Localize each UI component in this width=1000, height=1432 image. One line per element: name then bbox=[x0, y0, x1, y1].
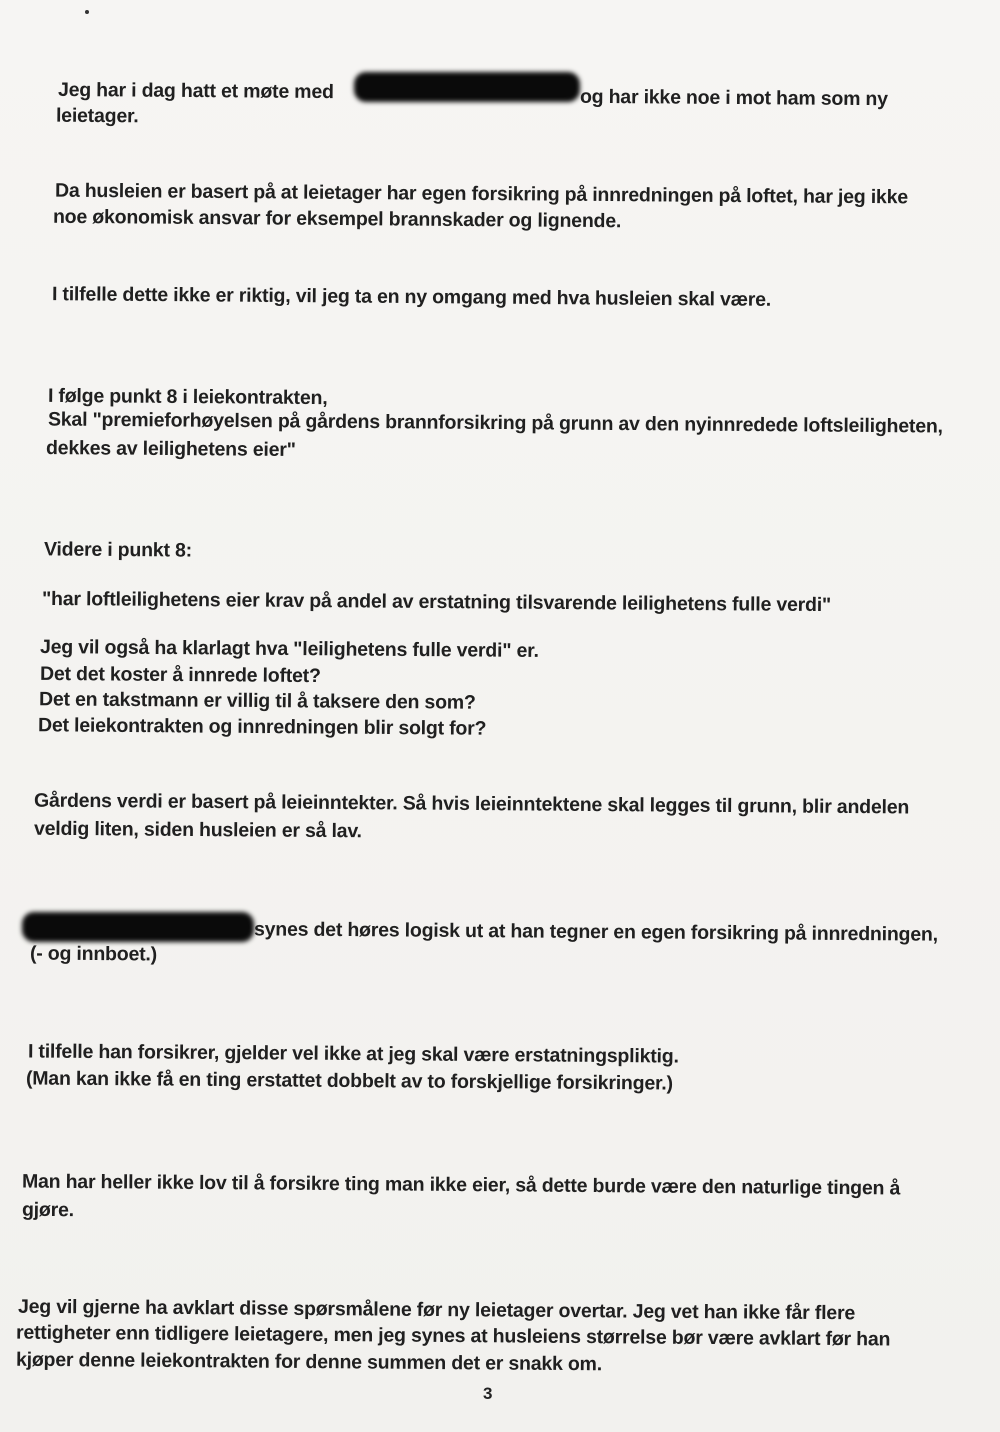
text-line: rettigheter enn tidligere leietagere, men jeg synes at husleiens størrelse bør være avklart før han bbox=[15, 1321, 891, 1351]
page-number: 3 bbox=[483, 1384, 493, 1403]
text-line: Det en takstmann er villig til å taksere den som? bbox=[38, 688, 476, 714]
scan-speck bbox=[85, 10, 89, 14]
text-line: Det leiekontrakten og innredningen blir solgt for? bbox=[37, 714, 487, 740]
text-line: kjøper denne leiekontrakten for denne summen det er snakk om. bbox=[15, 1348, 603, 1376]
text-line: I tilfelle han forsikrer, gjelder vel ikke at jeg skal være erstatningspliktig. bbox=[27, 1040, 679, 1068]
text-line: I tilfelle dette ikke er riktig, vil jeg ta en ny omgang med hva husleien skal være. bbox=[51, 283, 772, 311]
text-line: noe økonomisk ansvar for eksempel brannskader og lignende. bbox=[52, 205, 622, 233]
text-line: Da husleien er basert på at leietager har egen forsikring på innredningen på loftet, har jeg ikke bbox=[54, 179, 908, 209]
text-line: Jeg vil også ha klarlagt hva "leilighetens fulle verdi" er. bbox=[39, 636, 539, 662]
text-line: (- og innboet.) bbox=[29, 942, 158, 966]
text-line: Skal "premieforhøyelsen på gårdens brannforsikring på grunn av den nyinnredede loftsleiligheten, bbox=[47, 408, 943, 438]
text-line: gjøre. bbox=[21, 1198, 74, 1222]
text-line: (Man kan ikke få en ting erstattet dobbelt av to forskjellige forsikringer.) bbox=[25, 1067, 673, 1095]
text-line: Gårdens verdi er basert på leieinntekter. Så hvis leieinntektene skal legges til grunn, blir andelen bbox=[33, 789, 910, 819]
text-line: veldig liten, siden husleien er så lav. bbox=[33, 817, 362, 843]
text-line: leietager. bbox=[55, 104, 139, 128]
text-line: Det det koster å innrede loftet? bbox=[39, 662, 321, 688]
redaction-mark bbox=[354, 72, 580, 102]
text-line: synes det høres logisk ut at han tegner en egen forsikring på innredningen, bbox=[253, 918, 938, 946]
text-line: Man har heller ikke lov til å forsikre ting man ikke eier, så dette burde være den naturlige tingen å bbox=[21, 1170, 901, 1200]
text-line: Jeg har i dag hatt et møte med bbox=[57, 78, 334, 104]
text-line: og har ikke noe i mot ham som ny bbox=[579, 85, 888, 111]
text-line: "har loftleilighetens eier krav på andel av erstatning tilsvarende leilighetens fulle verdi" bbox=[41, 587, 832, 617]
text-line: Videre i punkt 8: bbox=[43, 538, 193, 562]
redaction-mark bbox=[22, 912, 254, 942]
text-line: dekkes av leilighetens eier" bbox=[45, 437, 296, 461]
text-line: Jeg vil gjerne ha avklart disse spørsmålene før ny leietager overtar. Jeg vet han ikke får flere bbox=[17, 1295, 856, 1325]
text-line: I følge punkt 8 i leiekontrakten, bbox=[47, 384, 328, 410]
